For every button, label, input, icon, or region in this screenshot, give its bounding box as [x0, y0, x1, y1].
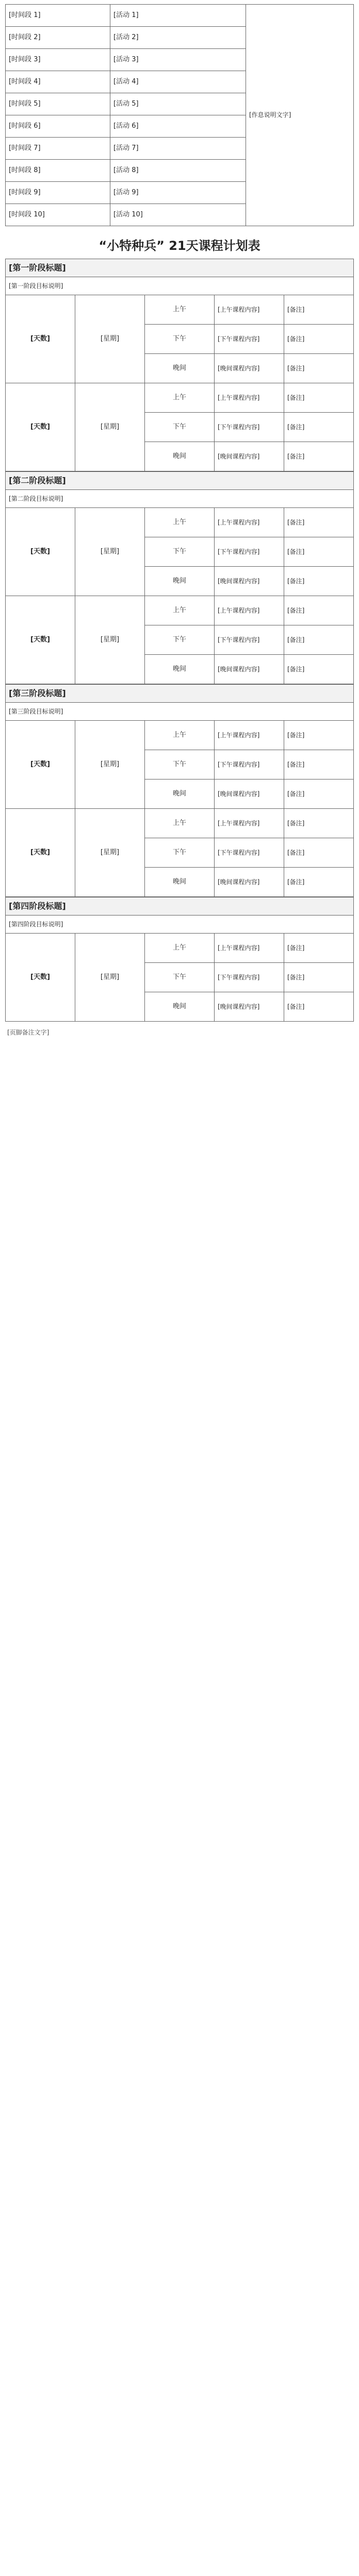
slot-content: [下午课程内容] [215, 325, 284, 354]
slot-content: [下午课程内容] [215, 625, 284, 655]
stage-table [5, 471, 354, 684]
slot-content: [上午课程内容] [215, 934, 284, 963]
slot-content: [上午课程内容] [215, 383, 284, 413]
stages-container [5, 259, 354, 1022]
slot-content: [上午课程内容] [215, 295, 284, 325]
schedule-time: [时间段 7] [6, 138, 110, 160]
slot-content: [晚间课程内容] [215, 992, 284, 1022]
stage-goal: [第二阶段目标说明] [6, 490, 354, 508]
footnote: [页脚备注文字] [7, 1029, 50, 1036]
slot-label: 上午 [145, 721, 215, 750]
schedule-activity: [活动 5] [110, 93, 246, 115]
slot-remark: [备注] [284, 537, 354, 567]
schedule-activity: [活动 2] [110, 27, 246, 49]
day-slot-row [6, 934, 354, 963]
slot-label: 上午 [145, 809, 215, 838]
slot-remark: [备注] [284, 354, 354, 383]
slot-remark: [备注] [284, 992, 354, 1022]
slot-content: [晚间课程内容] [215, 868, 284, 897]
slot-remark: [备注] [284, 567, 354, 596]
day-slot-row [6, 596, 354, 625]
slot-label: 晚间 [145, 442, 215, 471]
slot-label: 下午 [145, 963, 215, 992]
day-number: [天数] [6, 383, 75, 471]
schedule-time: [时间段 4] [6, 71, 110, 93]
day-number: [天数] [6, 934, 75, 1022]
day-number: [天数] [6, 809, 75, 897]
slot-content: [上午课程内容] [215, 508, 284, 537]
schedule-note: [作息说明文字] [246, 5, 354, 226]
slot-label: 晚间 [145, 567, 215, 596]
day-number: [天数] [6, 295, 75, 383]
slot-label: 晚间 [145, 868, 215, 897]
slot-label: 晚间 [145, 992, 215, 1022]
stage-title: [第三阶段标题] [6, 685, 354, 703]
slot-remark: [备注] [284, 750, 354, 779]
schedule-time: [时间段 10] [6, 204, 110, 226]
slot-content: [下午课程内容] [215, 838, 284, 868]
slot-remark: [备注] [284, 655, 354, 684]
slot-label: 上午 [145, 596, 215, 625]
day-slot-row [6, 383, 354, 413]
slot-content: [下午课程内容] [215, 750, 284, 779]
slot-label: 下午 [145, 838, 215, 868]
slot-content: [上午课程内容] [215, 721, 284, 750]
slot-content: [晚间课程内容] [215, 655, 284, 684]
slot-label: 上午 [145, 934, 215, 963]
slot-remark: [备注] [284, 442, 354, 471]
slot-remark: [备注] [284, 809, 354, 838]
slot-remark: [备注] [284, 383, 354, 413]
slot-remark: [备注] [284, 721, 354, 750]
schedule-activity: [活动 10] [110, 204, 246, 226]
day-weekday: [星期] [75, 721, 145, 809]
slot-label: 下午 [145, 325, 215, 354]
schedule-activity: [活动 7] [110, 138, 246, 160]
slot-content: [下午课程内容] [215, 413, 284, 442]
day-weekday: [星期] [75, 508, 145, 596]
stage-table [5, 684, 354, 897]
schedule-activity: [活动 9] [110, 182, 246, 204]
slot-remark: [备注] [284, 934, 354, 963]
slot-content: [晚间课程内容] [215, 442, 284, 471]
schedule-time: [时间段 8] [6, 160, 110, 182]
schedule-row [6, 5, 354, 27]
stage-goal: [第四阶段目标说明] [6, 916, 354, 934]
slot-remark: [备注] [284, 868, 354, 897]
slot-label: 上午 [145, 508, 215, 537]
schedule-time: [时间段 3] [6, 49, 110, 71]
stage-goal: [第三阶段目标说明] [6, 703, 354, 721]
slot-label: 晚间 [145, 779, 215, 809]
slot-content: [下午课程内容] [215, 963, 284, 992]
day-weekday: [星期] [75, 809, 145, 897]
daily-schedule-body [6, 5, 354, 226]
day-weekday: [星期] [75, 383, 145, 471]
schedule-time: [时间段 6] [6, 115, 110, 138]
day-weekday: [星期] [75, 934, 145, 1022]
day-number: [天数] [6, 721, 75, 809]
slot-label: 晚间 [145, 655, 215, 684]
day-number: [天数] [6, 508, 75, 596]
day-slot-row [6, 295, 354, 325]
slot-content: [晚间课程内容] [215, 779, 284, 809]
schedule-activity: [活动 6] [110, 115, 246, 138]
daily-schedule-table [5, 4, 354, 226]
stage-table [5, 259, 354, 471]
schedule-time: [时间段 2] [6, 27, 110, 49]
slot-remark: [备注] [284, 295, 354, 325]
day-number: [天数] [6, 596, 75, 684]
schedule-time: [时间段 1] [6, 5, 110, 27]
slot-content: [晚间课程内容] [215, 354, 284, 383]
slot-label: 下午 [145, 625, 215, 655]
schedule-activity: [活动 3] [110, 49, 246, 71]
day-slot-row [6, 721, 354, 750]
slot-label: 下午 [145, 413, 215, 442]
day-slot-row [6, 508, 354, 537]
schedule-activity: [活动 4] [110, 71, 246, 93]
day-weekday: [星期] [75, 295, 145, 383]
slot-remark: [备注] [284, 413, 354, 442]
slot-content: [晚间课程内容] [215, 567, 284, 596]
day-weekday: [星期] [75, 596, 145, 684]
slot-label: 上午 [145, 295, 215, 325]
slot-label: 上午 [145, 383, 215, 413]
plan-title: “小特种兵” 21天课程计划表 [99, 239, 260, 253]
schedule-time: [时间段 9] [6, 182, 110, 204]
slot-remark: [备注] [284, 508, 354, 537]
slot-label: 下午 [145, 537, 215, 567]
stage-title: [第二阶段标题] [6, 472, 354, 490]
page [0, 0, 359, 1044]
schedule-activity: [活动 1] [110, 5, 246, 27]
stage-title: [第四阶段标题] [6, 897, 354, 916]
slot-remark: [备注] [284, 596, 354, 625]
slot-label: 下午 [145, 750, 215, 779]
slot-content: [上午课程内容] [215, 809, 284, 838]
slot-remark: [备注] [284, 838, 354, 868]
slot-label: 晚间 [145, 354, 215, 383]
day-slot-row [6, 809, 354, 838]
slot-content: [下午课程内容] [215, 537, 284, 567]
slot-content: [上午课程内容] [215, 596, 284, 625]
stage-title: [第一阶段标题] [6, 259, 354, 277]
slot-remark: [备注] [284, 963, 354, 992]
schedule-activity: [活动 8] [110, 160, 246, 182]
slot-remark: [备注] [284, 325, 354, 354]
slot-remark: [备注] [284, 625, 354, 655]
stage-goal: [第一阶段目标说明] [6, 277, 354, 295]
slot-remark: [备注] [284, 779, 354, 809]
stage-table [5, 897, 354, 1022]
schedule-time: [时间段 5] [6, 93, 110, 115]
